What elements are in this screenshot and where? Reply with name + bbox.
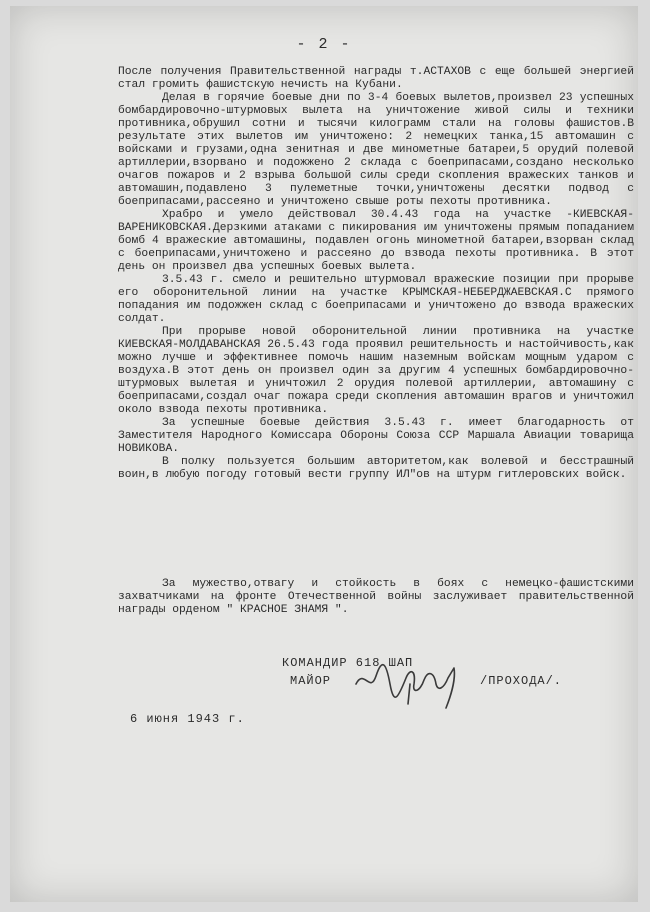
paragraph: После получения Правительственной награды т.АСТАХОВ с еще большей энергией стал громить фашистскую нечисть на Кубани. <box>118 66 641 91</box>
award-recommendation <box>118 578 634 617</box>
paragraph: При прорыве новой оборонительной линии противника на участке КИЕВСКАЯ-МОЛДАВАНСКАЯ 26.5.43 года проявил решительность и настойчивость,как можно лучше и эффективнее помочь нашим наземным войскам мощным ударом с воздуха.В этот день он произвел один за другим 4 успешных бомбардировочно-штурмовых вылетая и уничтожил 2 орудия полевой артиллерии, автомашину с боеприпасами,создал очаг пожара среди скопления автомашин врагов и уничтожил около взвода пехоты противника. <box>118 326 641 416</box>
handwritten-signature <box>350 654 480 714</box>
commander-name: /ПРОХОДА/. <box>480 674 563 688</box>
commander-title: КОМАНДИР 618 ШАП <box>282 656 414 670</box>
paragraph: 3.5.43 г. смело и решительно штурмовал вражеские позиции при прорыве его оборонительной линии на участке КРЫМСКАЯ-НЕБЕРДЖАЕВСКАЯ.С прямого попадания им подожжен склад с боеприпасами и уничтожено до взвода вражеских солдат. <box>118 274 641 325</box>
document-page <box>10 6 641 902</box>
closing-paragraph: За мужество,отвагу и стойкость в боях с немецко-фашистскими захватчиками на фронте Отечественной войны заслуживает правительственной награды орденом " КРАСНОЕ ЗНАМЯ ". <box>118 578 634 616</box>
document-date: 6 июня 1943 г. <box>130 712 245 726</box>
paragraph: За успешные боевые действия 3.5.43 г. имеет благодарность от Заместителя Народного Комиссара Обороны Союза ССР Маршала Авиации товарища НОВИКОВА. <box>118 416 641 455</box>
paragraph: Храбро и умело действовал 30.4.43 года на участке -КИЕВСКАЯ-ВАРЕНИКОВСКАЯ.Дерзкими атаками с пикирования им уничтожены прямым попаданием бомб 4 вражеские автомашины, подавлен огонь минометной батареи,взорван склад с боеприпасами,уничтожено и рассеяно до взвода пехоты противника. В этот день он произвел два успешных боевых вылета. <box>118 208 641 273</box>
commander-rank: МАЙОР <box>290 674 332 688</box>
paragraph: В полку пользуется большим авторитетом,как волевой и бесстрашный воин,в любую погоду готовый вести группу ИЛ"ов на штурм гитлеровских войск. <box>118 456 641 482</box>
page-number: - 2 - <box>296 36 352 53</box>
paragraph: Делая в горячие боевые дни по 3-4 боевых вылетов,произвел 23 успешных бомбардировочно-штурмовых вылета на уничтожение живой силы и техники противника,обрушил сотни и тысячи килограмм стали на головы фашистов.В результате этих вылетов им уничтожено: 2 немецких танка,15 автомашин с войсками и грузами,одна зенитная и две минометные батареи,5 орудий полевой артиллерии,взорвано и подожжено 2 склада с боеприпасами,создано несколько очагов пожаров и 2 взрыва большой силы среди скопления вражеских танков и автомашин,подавлено 3 пулеметные точки,уничтожены десятки подвод с боеприпасами,рассеяно и уничтожено свыше роты пехоты противника. <box>118 92 641 208</box>
document-body <box>118 66 641 483</box>
